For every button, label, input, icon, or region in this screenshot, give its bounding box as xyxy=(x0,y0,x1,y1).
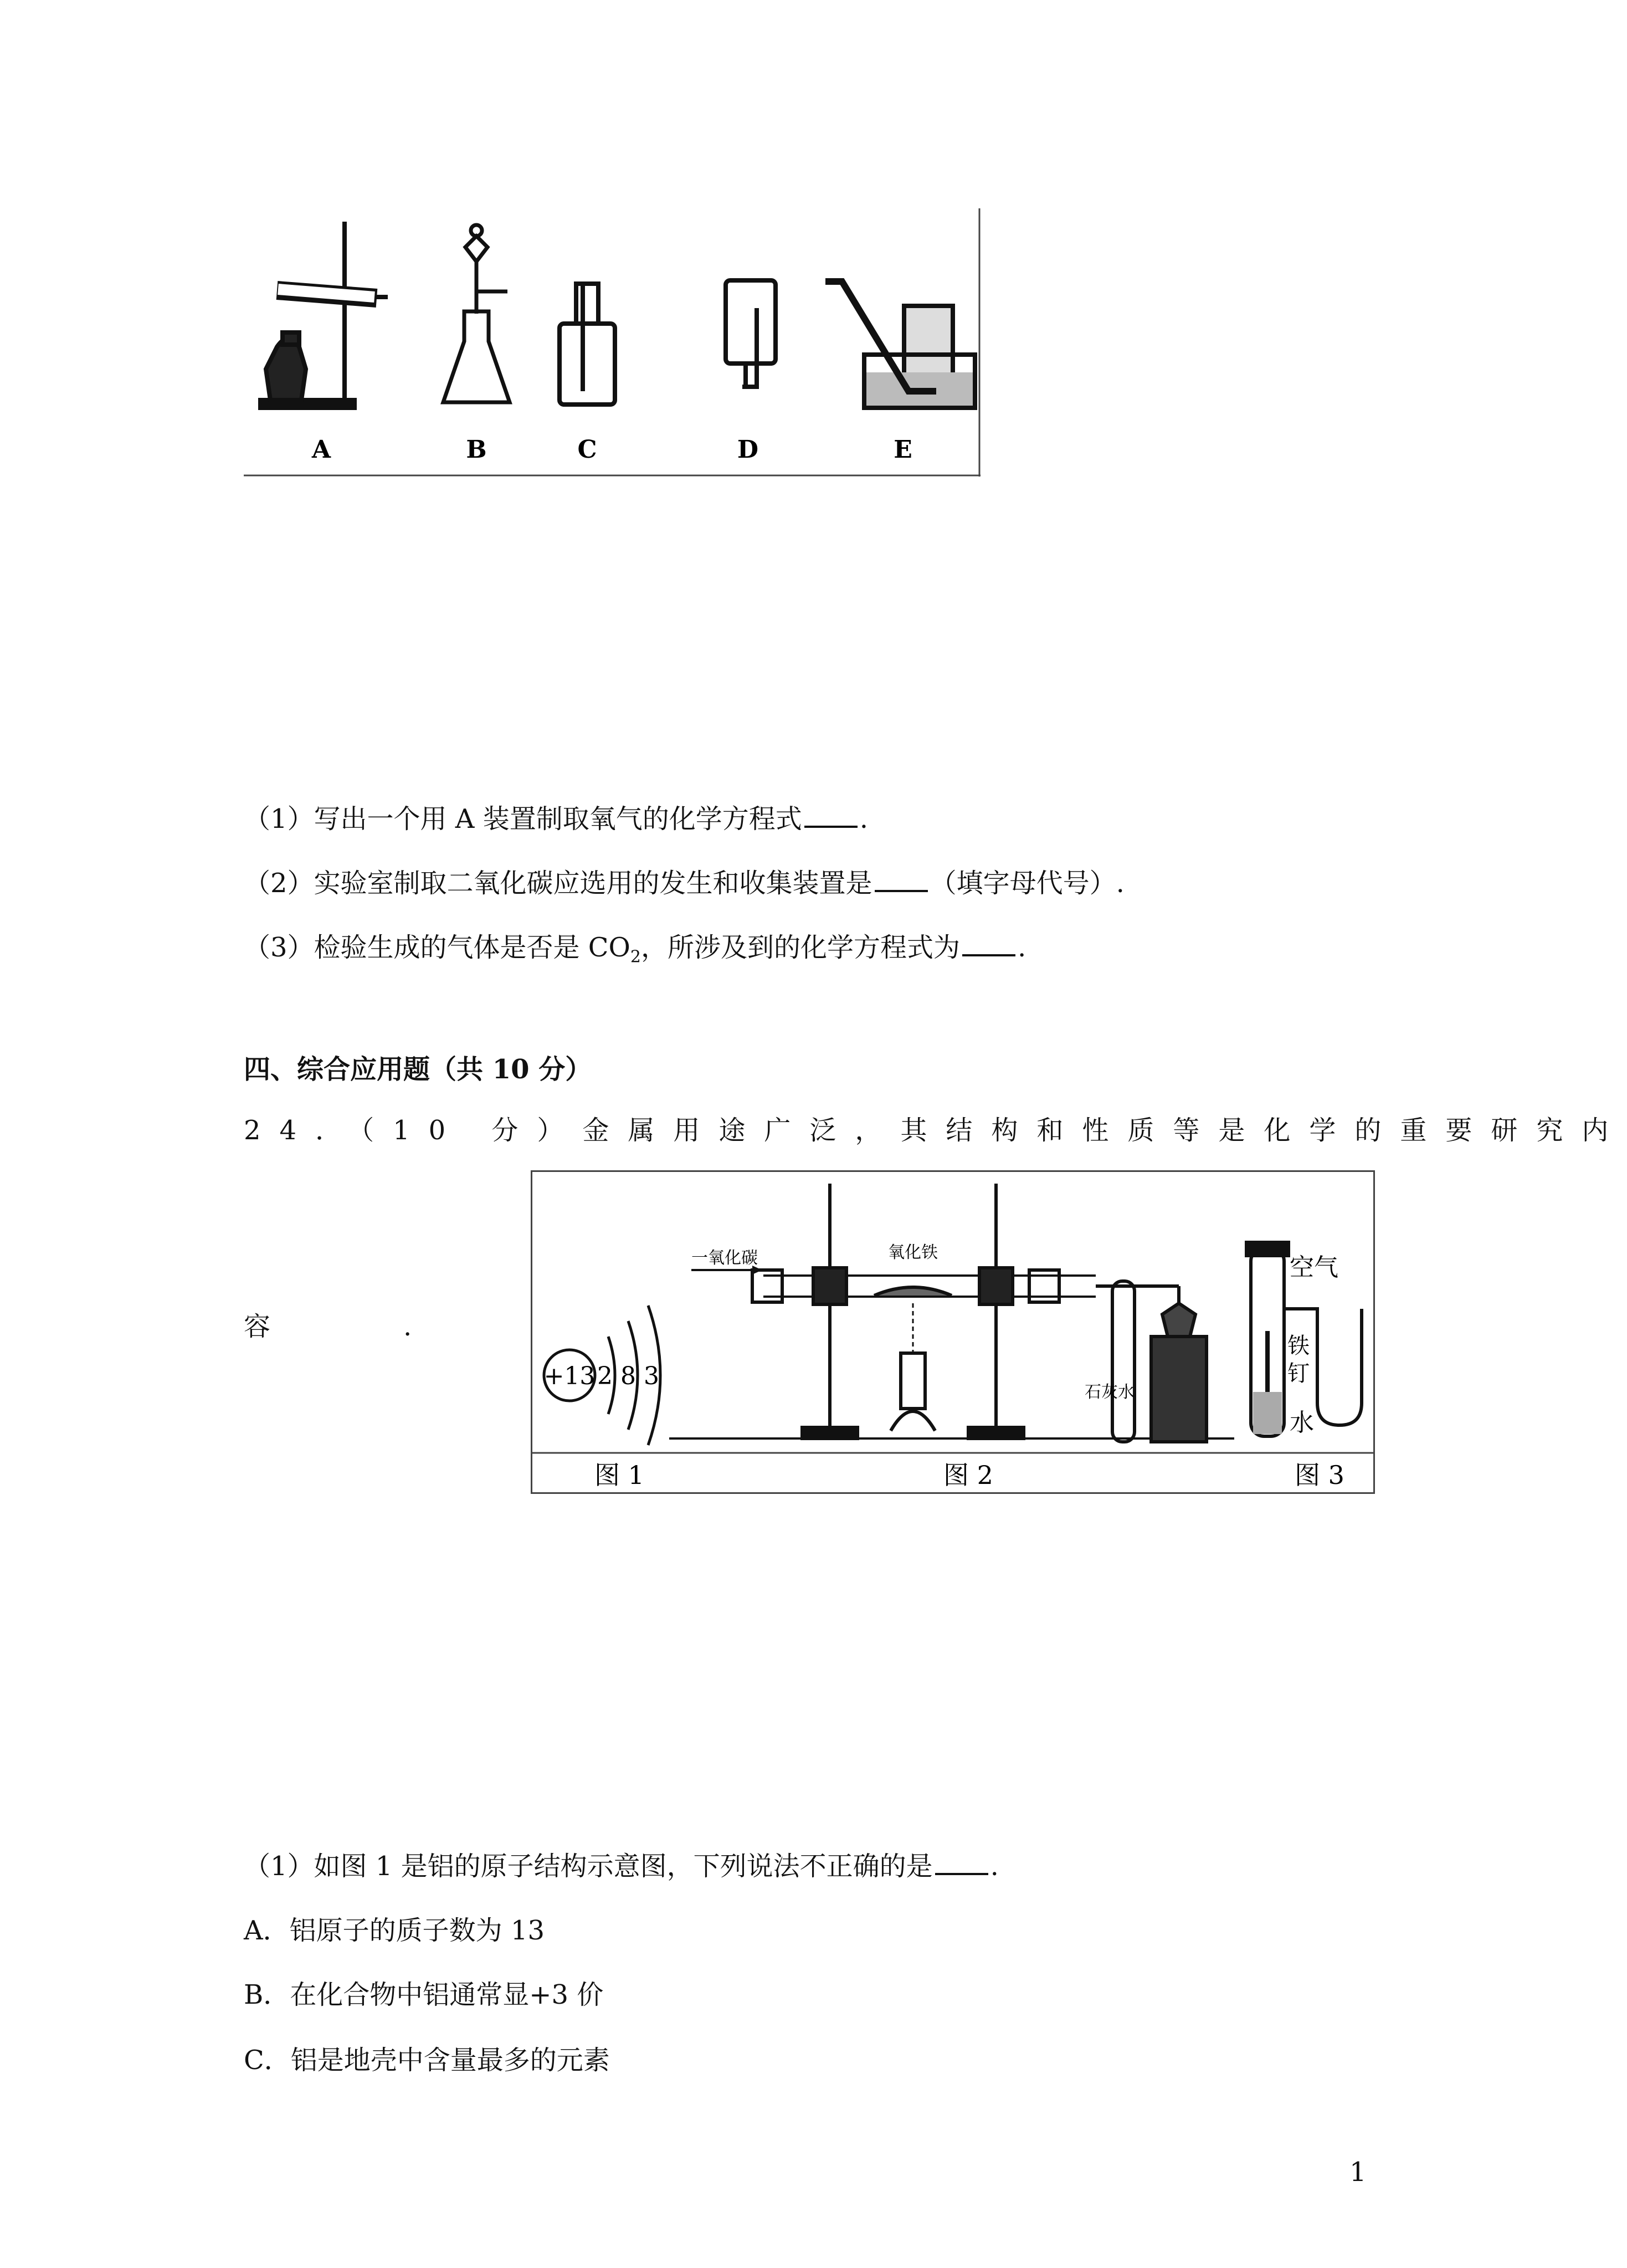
q24-stem-tail: . xyxy=(403,1311,412,1342)
q23-part2 xyxy=(244,866,1125,900)
q23-part1-num: （1） xyxy=(244,803,314,834)
figure-apparatus-block xyxy=(531,1170,1375,1494)
answer-blank[interactable] xyxy=(962,930,1015,956)
q24-part1-tail: . xyxy=(990,1851,999,1882)
answer-blank[interactable] xyxy=(875,866,928,892)
fig2-label: 图 2 xyxy=(943,1460,993,1490)
q23-part2-text: 实验室制取二氧化碳应选用的发生和收集装置是 xyxy=(314,868,872,899)
option-c: C．铝是地壳中含量最多的元素 xyxy=(244,2045,610,2076)
apparatus-label-e: E xyxy=(894,436,912,464)
water-label: 水 xyxy=(1290,1409,1314,1437)
apparatus-e xyxy=(825,281,975,408)
q23-part3 xyxy=(244,930,1026,974)
nail-label-1: 铁 xyxy=(1287,1333,1310,1359)
apparatus-b xyxy=(443,225,510,402)
fig3-label: 图 3 xyxy=(1295,1460,1344,1490)
apparatus-a xyxy=(260,222,388,408)
q24-stem-line2 xyxy=(244,1310,412,1343)
q24-part1-text: （1）如图 1 是铝的原子结构示意图，下列说法不正确的是 xyxy=(244,1851,933,1882)
apparatus-label-a: A xyxy=(311,436,331,464)
q23-part1-text: 写出一个用 A 装置制取氧气的化学方程式 xyxy=(314,803,802,834)
option-b: B．在化合物中铝通常显+3 价 xyxy=(244,1979,604,2010)
answer-blank[interactable] xyxy=(935,1849,988,1875)
apparatus-c xyxy=(560,284,615,405)
limewater-label: 石灰水 xyxy=(1085,1383,1135,1402)
q23-part3-text-a: 检验生成的气体是否是 CO xyxy=(314,932,630,963)
atom-shells: 2 8 3 xyxy=(597,1362,659,1390)
section-title: 四、综合应用题（共 10 分） xyxy=(244,1054,592,1085)
q23-part2-tail: （填字母代号）. xyxy=(930,868,1125,899)
page-number: 1 xyxy=(1349,2157,1367,2188)
q23-part2-num: （2） xyxy=(244,868,314,899)
nail-label-2: 钉 xyxy=(1287,1361,1310,1386)
option-a: A．铝原子的质子数为 13 xyxy=(244,1915,545,1946)
figures-1-2-3 xyxy=(531,1170,1375,1494)
co-label: 一氧化碳 xyxy=(691,1248,758,1268)
apparatus-label-b: B xyxy=(466,436,487,464)
apparatus-figure-top xyxy=(244,208,981,477)
apparatus-d xyxy=(726,280,776,387)
answer-blank[interactable] xyxy=(804,801,858,828)
apparatus-label-d: D xyxy=(737,436,759,464)
apparatus-illustration xyxy=(244,208,981,477)
co2-subscript: 2 xyxy=(630,947,641,967)
q23-part1-tail: . xyxy=(859,803,868,834)
q24-stem-line1: 24．（10 分）金属用途广泛，其结构和性质等是化学的重要研究内 xyxy=(244,1115,1627,1146)
q23-part3-text-b: ，所涉及到的化学方程式为 xyxy=(640,932,960,963)
fe2o3-label: 氧化铁 xyxy=(888,1243,938,1262)
apparatus-label-c: C xyxy=(577,436,597,464)
fig1-label: 图 1 xyxy=(594,1460,644,1490)
q24-part1 xyxy=(244,1849,999,1883)
q23-part3-num: （3） xyxy=(244,932,314,963)
q23-part1 xyxy=(244,801,868,836)
air-label: 空气 xyxy=(1290,1253,1338,1282)
q24-stem-word: 容 xyxy=(244,1311,271,1342)
q23-part3-tail: . xyxy=(1018,932,1027,963)
atom-nucleus: +13 xyxy=(543,1362,596,1390)
